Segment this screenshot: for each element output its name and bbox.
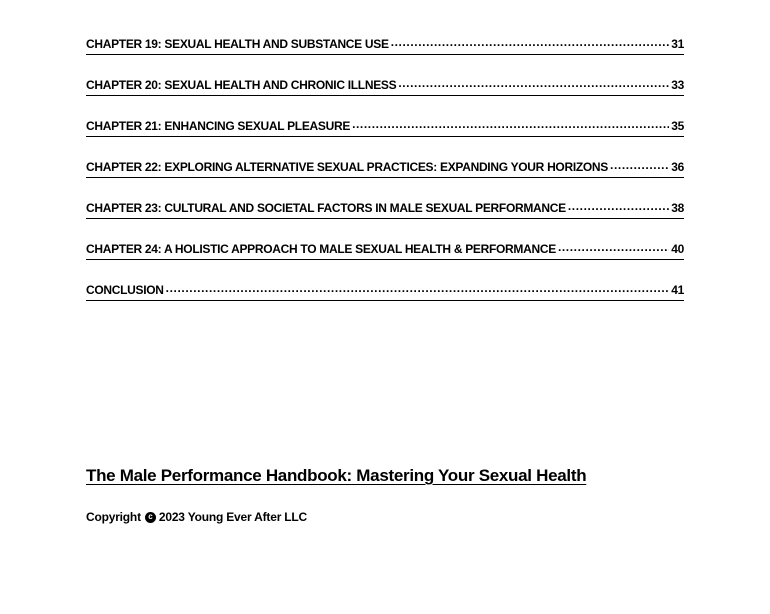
copyright-line: [86, 510, 307, 524]
toc-entry-title: CHAPTER 21: ENHANCING SEXUAL PLEASURE: [86, 119, 351, 133]
table-of-contents: [86, 36, 684, 323]
toc-dot-leader: [166, 282, 670, 294]
toc-entry-title: CHAPTER 19: SEXUAL HEALTH AND SUBSTANCE USE: [86, 37, 389, 51]
toc-dot-leader: [352, 118, 669, 130]
toc-entry-page-number: 40: [671, 242, 684, 256]
toc-entry-chapter-19[interactable]: [86, 36, 684, 55]
book-title: The Male Performance Handbook: Mastering Your Sexual Health: [86, 466, 587, 485]
toc-entry-chapter-23[interactable]: [86, 200, 684, 219]
toc-entry-title: CHAPTER 22: EXPLORING ALTERNATIVE SEXUAL PRACTICES: EXPANDING YOUR HORIZONS: [86, 160, 609, 174]
toc-dot-leader: [558, 241, 669, 253]
toc-entry-chapter-20[interactable]: [86, 77, 684, 96]
copyright-holder: 2023 Young Ever After LLC: [158, 510, 308, 524]
toc-entry-page-number: 35: [671, 119, 684, 133]
toc-entry-title: CHAPTER 20: SEXUAL HEALTH AND CHRONIC ILLNESS: [86, 78, 397, 92]
toc-entry-title: CHAPTER 24: A HOLISTIC APPROACH TO MALE SEXUAL HEALTH & PERFORMANCE: [86, 242, 556, 256]
toc-entry-chapter-21[interactable]: [86, 118, 684, 137]
toc-entry-chapter-24[interactable]: [86, 241, 684, 260]
toc-entry-page-number: 31: [671, 37, 684, 51]
toc-entry-title: CONCLUSION: [86, 283, 164, 297]
toc-entry-page-number: 36: [671, 160, 684, 174]
toc-entry-title: CHAPTER 23: CULTURAL AND SOCIETAL FACTORS IN MALE SEXUAL PERFORMANCE: [86, 201, 566, 215]
toc-dot-leader: [391, 36, 670, 48]
toc-entry-page-number: 41: [671, 283, 684, 297]
toc-entry-conclusion[interactable]: [86, 282, 684, 301]
toc-entry-chapter-22[interactable]: [86, 159, 684, 178]
toc-dot-leader: [610, 159, 669, 171]
toc-dot-leader: [568, 200, 669, 212]
toc-entry-page-number: 33: [671, 78, 684, 92]
toc-dot-leader: [398, 77, 669, 89]
toc-entry-page-number: 38: [671, 201, 684, 215]
copyright-icon: c: [145, 512, 156, 523]
copyright-prefix: Copyright: [86, 510, 141, 524]
